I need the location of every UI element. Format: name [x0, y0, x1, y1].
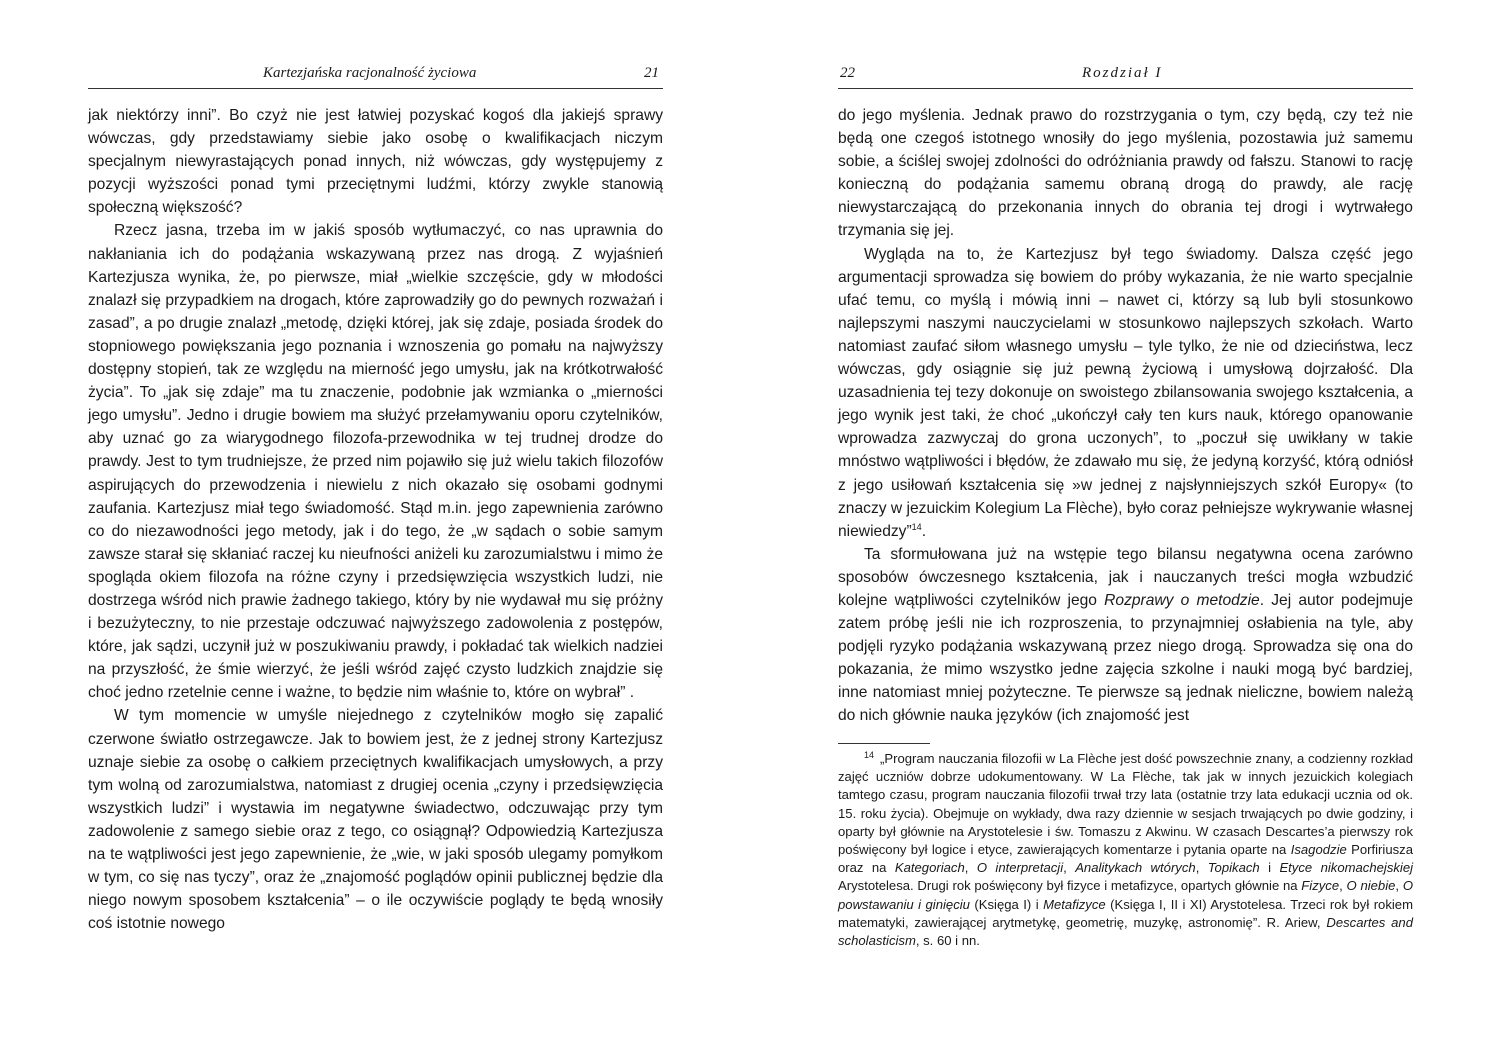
footnote-italic: Analitykach wtórych	[1075, 860, 1196, 876]
paragraph-end: .	[921, 522, 927, 540]
paragraph-text: Ta sformułowana już na wstępie tego bilansu negatywna ocena zarówno sposobów ówczesnego kształcenia, jak i nauczanych treści mogła wzbudzić kolejne wątpliwości czytelników jego	[838, 545, 1413, 609]
page-number: 22	[840, 65, 855, 81]
right-page-header	[838, 60, 1413, 89]
footnote-segment: ,	[1195, 860, 1208, 876]
footnote-italic: O powstawaniu i ginięciu	[838, 878, 1413, 912]
footnote-segment: ,	[1339, 878, 1347, 894]
paragraph: jak niektórzy inni”. Bo czyż nie jest łatwiej pozyskać kogoś dla jakiejś sprawy wówczas, gdy przedstawiamy siebie jako osobę o kwalifikacjach niczym specjalnym niewyrastających ponad innych, niż wówczas, gdy występujemy z pozycji wyższości ponad tymi przeciętnymi ludźmi, którzy zwykle stanowią społeczną większość?	[88, 107, 663, 217]
footnote-italic: Topikach	[1207, 860, 1260, 876]
paragraph	[838, 243, 1413, 543]
footnote-segment: ,	[1063, 860, 1076, 876]
chapter-title: Rozdział I	[1082, 65, 1163, 81]
footnote-segment: (Księga I, II i XI) Arystotelesa. Trzeci rok był rokiem matematyki, zawierającej arytmetykę, geometrię, muzykę, astronomię”. R. Ariew,	[838, 896, 1413, 930]
paragraph-text: Wygląda na to, że Kartezjusz był tego świadomy. Dalsza część jego argumentacji sprowadza się bowiem do próby wykazania, że nie warto specjalnie ufać temu, co myślą i mówią inni – nawet ci, którzy są lub byli stosunkowo najlepszymi naszymi nauczycielami w stosunkowo najlepszych szkołach. Warto natomiast zaufać siłom własnego umysłu – tyle tylko, że nie od dzieciństwa, lecz wówczas, gdy osiągnie się już pewną życiową i umysłową dojrzałość. Dla uzasadnienia tej tezy dokonuje on swoistego zbilansowania swojego kształcenia, a jego wynik jest taki, że choć „ukończył cały ten kurs nauk, którego opanowanie wprowadza zazwyczaj do grona uczonych”, to „poczuł się uwikłany w takie mnóstwo wątpliwości i błędów, że zdawało mu się, że jedyną korzyść, którą odniósł z jego usiłowań kształcenia się »w jednej z najsłynniejszych szkół Europy« (to znaczy w jezuickim Kolegium La Flèche), było coraz pełniejsze wykrywanie własnej niewiedzy”	[838, 245, 1413, 540]
right-page-body	[838, 104, 1413, 728]
footnote-italic: Metafizyce	[1043, 896, 1106, 912]
footnote-segment: , s. 60 i nn.	[915, 933, 980, 949]
footnote	[838, 750, 1413, 950]
footnote-italic: Fizyce	[1301, 878, 1340, 894]
footnote-italic: Isagodzie	[1290, 842, 1347, 858]
book-title: Rozprawy o metodzie	[1104, 591, 1260, 609]
footnote-segment: i	[1259, 860, 1280, 876]
footnote-segment: (Księga I) i	[969, 896, 1044, 912]
footnote-number: 14	[864, 749, 875, 760]
running-title: Kartezjańska racjonalność życiowa	[263, 65, 477, 81]
left-page-header	[88, 60, 663, 89]
paragraph	[838, 543, 1413, 728]
footnote-segment: Porfiriusza oraz na	[838, 842, 1413, 876]
footnote-segment: „Program nauczania filozofii w La Flèche jest dość powszechnie znany, a codzienny rozkład zajęć uczniów dobrze udokumentowany. W La Flèche, tak jak w innych jezuickich kolegiach tamtego czasu, program nauczania filozofii trwał trzy lata (ostatnie trzy lata edukacji ucznia od ok. 15. roku życia). Obejmuje on wykłady, dwa razy dziennie w sesjach trwających po dwie godziny, i oparty był głównie na Arystotelesie i św. Tomaszu z Akwinu. W czasach Descartes’a pierwszy rok poświęcony był logice i etyce, zawierających komentarze i pytania oparte na	[838, 751, 1413, 858]
footnote-segment: ,	[1395, 878, 1403, 894]
footnote-italic: Etyce nikomachejskiej	[1279, 860, 1414, 876]
footnote-italic: O interpretacji	[976, 860, 1064, 876]
left-page-body	[88, 104, 663, 935]
paragraph-text: . Jej autor podejmuje zatem próbę jeśli nie ich rozproszenia, to przynajmniej osłabienia na tyle, aby podjęli ryzyko podążania wskazywaną przez niego drogą. Sprowadza się ona do pokazania, że mimo wszystko jedne zajęcia szkolne i nauki mogą być bardziej, inne natomiast mniej pożyteczne. Te pierwsze są jednak nieliczne, bowiem należą do nich głównie nauka języków (ich znajomość jest	[838, 591, 1413, 725]
footnote-italic: O niebie	[1346, 878, 1396, 894]
footnote-italic: Kategoriach	[894, 860, 965, 876]
footnote-italic: Descartes and scholasticism	[838, 914, 1413, 949]
footnote-text	[838, 750, 1413, 950]
paragraph: Rzecz jasna, trzeba im w jakiś sposób wytłumaczyć, co nas uprawnia do nakłaniania ich do podążania wskazywaną przez nas drogą. Z wyjaśnień Kartezjusza wynika, że, po pierwsze, miał „wielkie szczęście, gdy w młodości znalazł się przypadkiem na drogach, które zaprowadziły go do pewnych rozważań i zasad”, a po drugie znalazł „metodę, dzięki której, jak się zdaje, posiada środek do stopniowego powiększania jego poznania i wznoszenia go pomału na najwyższy dostępny stopień, tak ze względu na mierność jego umysłu, jak na krótkotrwałość życia”. To „jak się zdaje” ma tu znaczenie, podobnie jak wzmianka o „mierności jego umysłu”. Jedno i drugie bowiem ma służyć przełamywaniu oporu czytelników, aby uznać go za wiarygodnego filozofa-przewodnika w tej trudnej drodze do prawdy. Jest to tym trudniejsze, że przed nim pojawiło się już wielu takich filozofów aspirujących do przewodzenia i niewielu z nich okazało się osobami godnymi zaufania. Kartezjusz miał tego świadomość. Stąd m.in. jego zapewnienia zarówno co do niezawodności jego metody, jak i do tego, że „w sądach o sobie samym zawsze starał się skłaniać raczej ku nieufności aniżeli ku zarozumialstwu i mimo że spogląda okiem filozofa na różne czyny i przedsięwzięcia wszystkich ludzi, nie dostrzega wśród nich prawie żadnego takiego, który by nie wydawał mu się próżny i bezużyteczny, to nie przestaje odczuwać najwyższego zadowolenia z postępów, które, jak sądzi, uczynił już w poszukiwaniu prawdy, i pokładać tak wielkich nadziei na przyszłość, że śmie wierzyć, że jeśli wśród zajęć czysto ludzkich znajdzie się choć jedno rzetelnie cenne i ważne, to będzie nim właśnie to, które on wybrał” .	[88, 222, 663, 702]
paragraph: do jego myślenia. Jednak prawo do rozstrzygania o tym, czy będą, czy też nie będą one czegoś istotnego wnosiły do jego myślenia, pozostawia już samemu sobie, a ściślej swojej zdolności do odróżniania prawdy od fałszu. Stanowi to rację konieczną do podążania samemu obraną drogą do prawdy, ale rację niewystarczającą do przekonania innych do obrania tej drogi i wytrwałego trzymania się jej.	[838, 107, 1413, 240]
footnote-divider	[838, 743, 930, 744]
footnote-reference[interactable]: 14	[911, 521, 922, 532]
page-number: 21	[644, 65, 659, 81]
footnote-segment: ,	[964, 860, 977, 876]
paragraph: W tym momencie w umyśle niejednego z czytelników mogło się zapalić czerwone światło ostrzegawcze. Jak to bowiem jest, że z jednej strony Kartezjusz uznaje siebie za osobę o całkiem przeciętnych kwalifikacjach umysłowych, a przy tym wolną od zarozumialstwa, natomiast z drugiej ocenia „czyny i przedsięwzięcia wszystkich ludzi” i wystawia im negatywne świadectwo, odczuwając przy tym zadowolenie z samego siebie oraz z tego, co osiągnął? Odpowiedzią Kartezjusza na te wątpliwości jest jego zapewnienie, że „wie, w jaki sposób ulegamy pomyłkom w tym, co się nas tyczy”, oraz że „znajomość poglądów opinii publicznej będzie dla niego nowym sposobem kształcenia” – o ile oczywiście poglądy te będą wnosiły coś istotnie nowego	[88, 707, 663, 933]
footnote-segment: Arystotelesa. Drugi rok poświęcony był fizyce i metafizyce, opartych głównie na	[838, 878, 1302, 894]
